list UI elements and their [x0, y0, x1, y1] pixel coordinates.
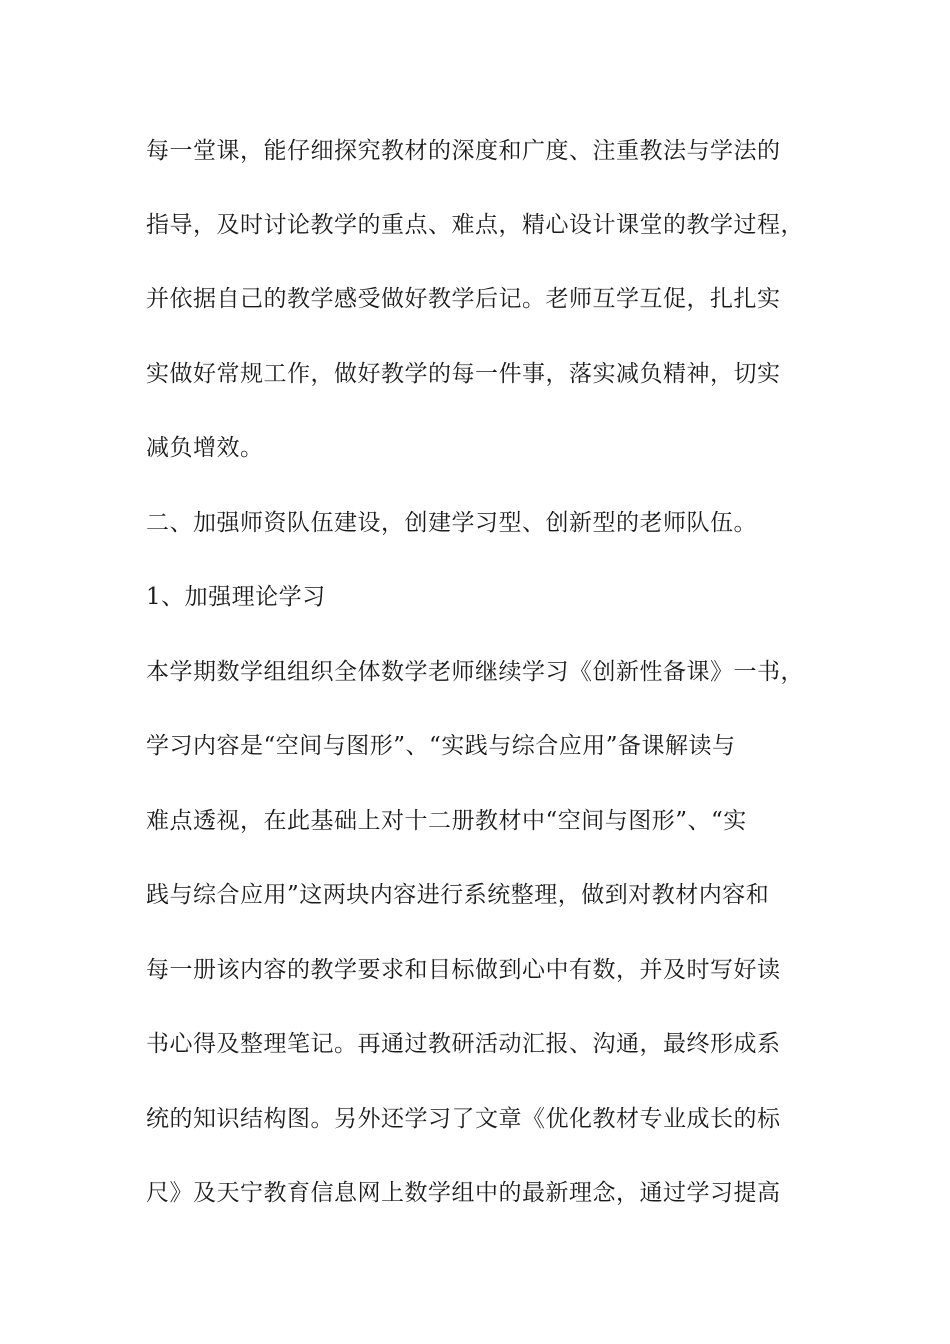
text-line: 尺》及天宁教育信息网上数学组中的最新理念，通过学习提高 [146, 1180, 781, 1206]
text-line: 本学期数学组组织全体数学老师继续学习《创新性备课》一书， [146, 659, 804, 685]
subsection-heading: 1、加强理论学习 [146, 584, 326, 610]
text-line: 书心得及整理笔记。再通过教研活动汇报、沟通，最终形成系 [146, 1031, 781, 1057]
text-line: 难点透视，在此基础上对十二册教材中“空间与图形”、“实 [146, 808, 747, 834]
text-line: 指导，及时讨论教学的重点、难点，精心设计课堂的教学过程， [146, 212, 804, 238]
text-line: 统的知识结构图。另外还学习了文章《优化教材专业成长的标 [146, 1106, 781, 1132]
text-line: 每一堂课，能仔细探究教材的深度和广度、注重教法与学法的 [146, 138, 781, 164]
text-line: 减负增效。 [146, 435, 264, 461]
text-line: 践与综合应用”这两块内容进行系统整理，做到对教材内容和 [146, 882, 770, 908]
text-line: 实做好常规工作，做好教学的每一件事，落实减负精神，切实 [146, 361, 781, 387]
section-heading: 二、加强师资队伍建设，创建学习型、创新型的老师队伍。 [146, 510, 757, 536]
text-line: 并依据自己的教学感受做好教学后记。老师互学互促，扎扎实 [146, 286, 781, 312]
text-line: 每一册该内容的教学要求和目标做到心中有数，并及时写好读 [146, 957, 781, 983]
text-line: 学习内容是“空间与图形”、“实践与综合应用”备课解读与 [146, 733, 736, 759]
